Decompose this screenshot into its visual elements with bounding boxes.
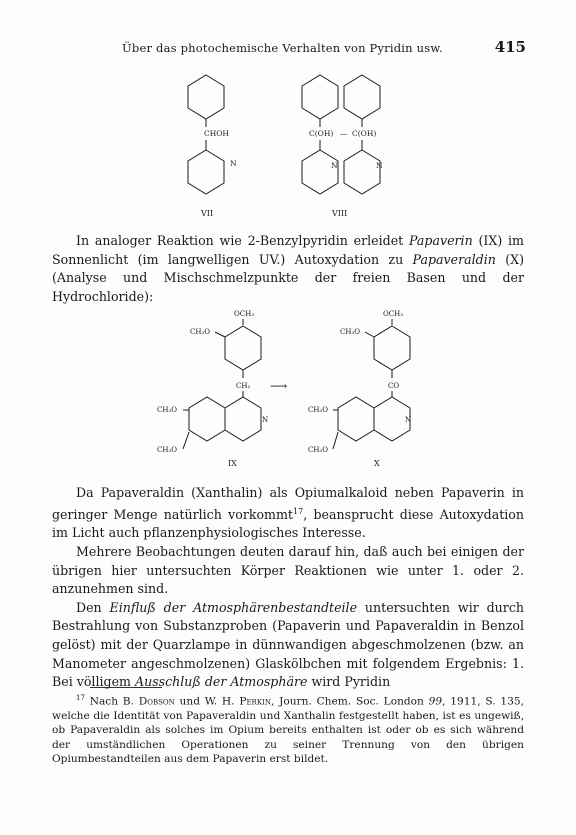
coh-left-label: C(OH) [309, 129, 334, 138]
ch3o-label-ix-bottom: CH₃O [157, 446, 178, 454]
footnote-number: 17 [76, 694, 85, 702]
isoquinoline-right-ring-ix [225, 397, 261, 441]
running-header [60, 40, 530, 58]
page-number: 415 [494, 38, 526, 56]
chohg-label: CHOH [204, 129, 229, 138]
papaverin-term: Papaverin [408, 233, 473, 248]
phenyl-ring-viii-left [302, 75, 338, 119]
och3-label-ix: OCH₃ [234, 310, 255, 318]
coh-right-label: C(OH) [352, 129, 377, 138]
figure-structures-ix-x [0, 305, 576, 475]
running-title: Über das photochemische Verhalten von Pyridin usw. [122, 41, 443, 55]
footnote-rule [90, 687, 162, 688]
structure-ix [157, 310, 268, 468]
reaction-arrow: ⟶ [270, 379, 288, 393]
paragraph-papaveraldin-xanthalin: Da Papaveraldin (Xanthalin) als Opiumalkaloid neben Papaverin in geringer Menge natürlich vorkommt$^{17}$, beansprucht diese Autoxydation im Licht auch pflanzenphysiologisches Interesse. [52, 485, 524, 541]
n-label-x: N [405, 416, 412, 424]
label-viii: VIII [332, 209, 348, 218]
pyridine-ring-viii-left [302, 150, 338, 194]
papaveraldin-term: Papaveraldin [412, 251, 496, 267]
paragraph-papaverin-autoxidation: In analoger Reaktion wie 2-Benzylpyridin erleidet Papaverin (IX) im Sonnenlicht (im langwelligen UV.) Autoxydation zu Papaveraldin (X) (Analyse und Mischschmelzpunkte der freien Basen und der Hydrochloride): [52, 233, 524, 304]
phenyl-ring-viii-right [344, 75, 380, 119]
dash-label: — [340, 129, 348, 138]
author-dobson: Dobson [138, 695, 175, 708]
footnote-17: $^{17}$ Nach B. Dobson und W. H. Perkin, Journ. Chem. Soc. London 99, 1911, S. 135, welche die Identität von Papaveraldin und Xanthalin festgestellt haben, ist es ungewiß, ob Papaveraldin als solches im Opium bereits enthalten ist oder ob es sich während der umständlichen Operationen zu seiner Trennung von den übrigen Opiumbestandteilen aus dem Papaverin erst bildet. [52, 694, 524, 766]
journal-volume: 99 [428, 695, 443, 708]
co-label: CO [388, 382, 400, 390]
author-perkin: Perkin [239, 695, 271, 708]
ch3o-label-ix-mid: CH₃O [157, 406, 178, 414]
phenyl-ring-vii [188, 75, 224, 119]
ch3o-label-ix-top: CH₃O [190, 328, 211, 336]
footnote-ref-17[interactable]: 17 [293, 506, 304, 516]
n-label-vii: N [230, 159, 237, 168]
structure-x [308, 310, 411, 468]
paragraph-observations: Mehrere Beobachtungen deuten darauf hin, daß auch bei einigen der übrigen hier untersuchten Körper Reaktionen wie unter 1. oder 2. anzunehmen sind. [52, 543, 524, 597]
pyridine-ring-vii [188, 150, 224, 194]
paragraph-atmosphere-influence: Den Einfluß der Atmosphärenbestandteile untersuchten wir durch Bestrahlung von Substanzproben (Papaverin und Papaveraldin in Benzol gelöst) mit der Quarzlampe in dünnwandigen abgeschmolzenen (bzw. an Manometer angeschmolzenen) Glaskölbchen mit folgendem Ergebnis: 1. Bei völligem Ausschluß der Atmosphäre wird Pyridin [52, 599, 524, 690]
ch2-label: CH₂ [236, 382, 251, 390]
isoquinoline-left-ring-ix [189, 397, 225, 441]
n-label-viii-left: N [331, 161, 338, 170]
n-label-viii-right: N [376, 161, 383, 170]
label-vii: VII [201, 209, 214, 218]
dimethoxyphenyl-ring-ix [225, 326, 261, 370]
pyridine-ring-viii-right [344, 150, 380, 194]
isoquinoline-left-ring-x [338, 397, 374, 441]
n-label-ix: N [262, 416, 269, 424]
structure-viii [302, 75, 383, 218]
ch3o-label-x-top: CH₃O [340, 328, 361, 336]
ch3o-label-x-mid: CH₃O [308, 406, 329, 414]
label-x: X [374, 459, 380, 468]
label-ix: IX [228, 459, 237, 468]
och3-label-x: OCH₃ [383, 310, 404, 318]
structure-vii [188, 75, 237, 218]
ch3o-label-x-bottom: CH₃O [308, 446, 329, 454]
dimethoxyphenyl-ring-x [374, 326, 410, 370]
figure-structures-vii-viii [0, 70, 576, 225]
body-text [52, 484, 524, 692]
